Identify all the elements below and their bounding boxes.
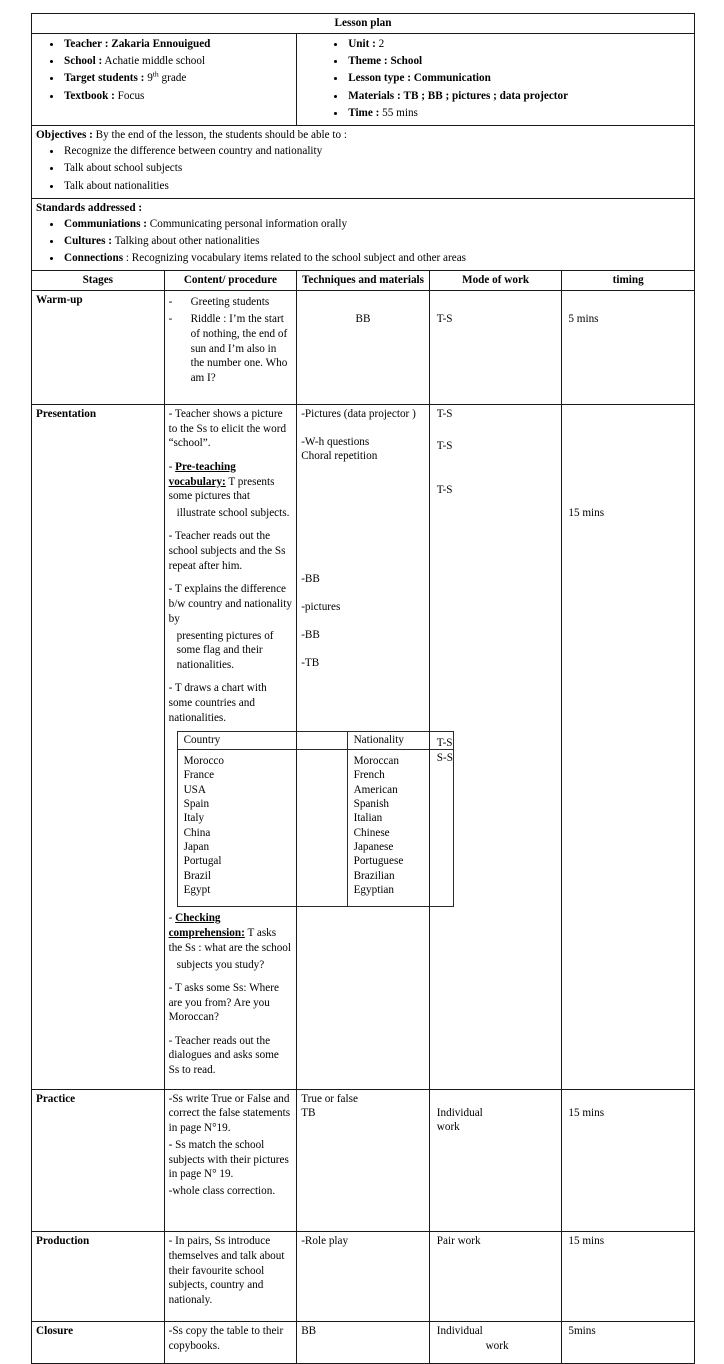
standards-item [62,234,690,249]
mode-item: Individual [436,1106,483,1119]
presentation-line-6-cont: subjects you study? [176,958,265,971]
info-row [32,33,695,125]
info-label-textbook: Textbook : [64,89,115,102]
presentation-line-2-cont: illustrate school subjects. [176,507,290,520]
content-production: - In pairs, Ss introduce themselves and talk about their favourite school subjects, country and nationaly. [164,1232,297,1322]
spacer [301,422,425,435]
mode-item: S-S [436,752,453,765]
warmup-line [169,312,293,386]
table-row-closure [32,1321,695,1364]
presentation-line-6-label: Checking comprehension: [168,912,245,940]
objectives-intro: By the end of the lesson, the students should be able to : [92,129,348,142]
content-warmup [164,291,297,405]
objectives-list [36,144,690,193]
timing-presentation: 15 mins [562,404,695,1089]
objectives-item: • Talk about school subjects [62,161,690,176]
lesson-plan-table [31,13,695,1364]
objectives-heading-line [36,128,690,143]
standards-item [62,251,690,266]
dash-marker: - [168,313,173,325]
objectives-cell [32,126,695,199]
info-left-list [36,37,292,104]
techniques-item: -Pictures (data projector ) [301,407,416,420]
nationality-item: Chinese [353,826,390,839]
info-right-cell [297,33,695,125]
objectives-item: • Recognize the difference between country and nationality [62,144,690,159]
nationality-item: Italian [353,812,383,825]
info-label-theme: Theme : [348,55,388,68]
mode-item: T-S [436,407,453,420]
column-header-content: Content/ procedure [164,271,297,291]
info-item-school [62,54,292,69]
techniques-item: -TB [301,656,320,669]
objectives-row [32,126,695,199]
info-item-textbook [62,89,292,104]
presentation-line-5: - T draws a chart with some countries and nationalities. [168,682,267,724]
warmup-line [169,295,293,310]
info-value-time: 55 mins [379,106,418,119]
spacer [437,453,558,483]
mode-warmup: T-S [429,291,562,405]
presentation-line-6: - Checking comprehension: T asks the Ss : what are the school [168,912,292,954]
table-row-presentation [32,404,695,1089]
stage-name-warmup: Warm-up [32,291,165,405]
country-item: Portugal [183,855,222,868]
nationality-item: Egyptian [353,883,394,896]
practice-line-3: -whole class correction. [168,1185,276,1198]
standards-cell [32,198,695,271]
content-practice [164,1089,297,1231]
info-label-time: Time : [348,106,380,119]
country-item: Egypt [183,883,211,896]
techniques-item: -pictures [301,601,341,614]
standards-item-text: : Recognizing vocabulary items related to the school subject and other areas [125,252,467,265]
standards-item-label: Connections [64,252,124,265]
spacer [301,587,425,600]
country-item: Italy [183,812,205,825]
mode-item: T-S [436,484,453,497]
presentation-line-2: - Pre-teaching vocabulary: T presents some pictures that [168,460,275,503]
standards-heading: Standards addressed : [36,201,143,214]
objectives-heading: Objectives : [36,129,93,142]
techniques-item: Choral repetition [301,450,378,463]
techniques-item: True or false [301,1092,358,1105]
column-header-mode: Mode of work [429,271,562,291]
mode-practice [429,1089,562,1231]
stage-name-presentation: Presentation [32,404,165,1089]
info-item-teacher [62,37,292,52]
mode-item: T-S [436,439,453,452]
standards-item [62,217,690,232]
nationality-item: French [353,769,385,782]
table-header-row [32,271,695,291]
mode-closure [429,1321,562,1364]
spacer [301,464,425,572]
info-value-target-students: 9 [147,72,153,85]
info-label-target-students: Target students : [64,72,145,85]
mode-production: Pair work [429,1232,562,1322]
info-item-time [346,106,690,121]
info-item-theme [346,54,690,69]
presentation-line-3: - Teacher reads out the school subjects and the Ss repeat after him. [168,530,286,572]
techniques-item: -BB [301,628,320,641]
standards-list [36,217,690,266]
info-value-unit: 2 [378,37,385,50]
info-right-list [301,37,690,121]
nationality-item: Moroccan [353,754,399,767]
presentation-line-6-text: T asks the Ss : what are the school [168,927,292,954]
info-value-materials: TB ; BB ; pictures ; data projector [403,89,569,102]
mode-presentation [429,404,562,1089]
spacer [437,422,558,439]
info-value-target-students-sup: th [152,69,159,79]
nationality-item: Brazilian [353,869,395,882]
info-value-teacher: Zakaria Ennouigued [111,37,211,50]
spacer [301,643,425,656]
spacer [301,615,425,628]
info-item-target-students [62,71,292,86]
mode-item: Individual [436,1324,483,1337]
timing-practice: 15 mins [562,1089,695,1231]
techniques-production: -Role play [297,1232,430,1322]
stage-name-closure: Closure [32,1321,165,1364]
presentation-line-4: - T explains the difference b/w country and nationality by [168,583,292,625]
techniques-practice [297,1089,430,1231]
page-title: Lesson plan [32,14,695,34]
presentation-line-2-text: T presents some pictures that [168,475,275,503]
info-value-lesson-type: Communication [413,72,491,85]
table-row-practice [32,1089,695,1231]
presentation-line-8: - Teacher reads out the dialogues and asks some Ss to read. [168,1034,279,1077]
stage-name-practice: Practice [32,1089,165,1231]
presentation-line-4-cont: presenting pictures of some flag and their nationalities. [176,629,274,672]
info-left-cell [32,33,297,125]
techniques-item: -W-h questions [301,435,370,448]
presentation-line-1: - Teacher shows a picture to the Ss to elicit the word “school”. [168,407,287,450]
nationality-item: Spanish [353,797,390,810]
mode-item: work [485,1339,509,1352]
techniques-closure: BB [297,1321,430,1364]
info-value-school: Achatie middle school [104,55,206,68]
spacer [437,498,558,736]
info-value-target-students-tail: grade [158,72,187,85]
mode-item: T-S [436,737,453,750]
country-column-header: Country [177,731,347,749]
info-label-lesson-type: Lesson type : [348,72,411,85]
techniques-warmup: BB [297,291,430,405]
title-row [32,14,695,34]
country-item: Spain [183,797,210,810]
country-item: Morocco [183,754,224,767]
timing-production: 15 mins [562,1232,695,1322]
presentation-line-7: - T asks some Ss: Where are you from? Are you Moroccan? [168,981,279,1024]
content-closure: -Ss copy the table to their copybooks. [164,1321,297,1364]
info-label-unit: Unit : [348,37,376,50]
column-header-techniques: Techniques and materials [297,271,430,291]
country-item: France [183,769,215,782]
nationality-item: Portuguese [353,855,404,868]
table-row-production [32,1232,695,1322]
timing-closure: 5mins [562,1321,695,1364]
country-item: Japan [183,840,210,853]
column-header-timing: timing [562,271,695,291]
info-label-school: School : [64,55,103,68]
techniques-item: TB [301,1107,316,1120]
info-item-lesson-type [346,71,690,86]
info-label-teacher: Teacher : [64,37,109,50]
objectives-item: • Talk about nationalities [62,179,690,194]
standards-item-label: Cultures : [64,234,112,247]
timing-warmup: 5 mins [562,291,695,405]
practice-line-1: -Ss write True or False and correct the false statements in page N°19. [168,1092,291,1135]
techniques-item: -BB [301,573,320,586]
country-item: China [183,826,211,839]
standards-item-label: Communiations : [64,217,147,230]
info-item-unit [346,37,690,52]
dash-marker: - [168,296,173,309]
presentation-line-2-label: Pre-teaching vocabulary: [168,460,236,488]
techniques-presentation [297,404,430,1089]
standards-row [32,198,695,271]
standards-item-text: Talking about other nationalities [114,234,260,247]
nationality-column-header: Nationality [347,731,453,749]
info-label-materials: Materials : [348,89,401,102]
mode-item: work [436,1121,460,1134]
info-value-textbook: Focus [117,89,145,102]
warmup-line-text: Greeting students [190,296,270,309]
practice-line-2: - Ss match the school subjects with their pictures in page N° 19. [168,1138,289,1181]
country-item: USA [183,783,206,796]
country-item: Brazil [183,869,211,882]
warmup-line-text: Riddle : I’m the start of nothing, the end of sun and I’m also in the number one. Who am I? [190,313,288,385]
stage-name-production: Production [32,1232,165,1322]
info-item-materials [346,89,690,104]
nationality-item: Japanese [353,840,394,853]
info-value-theme: School [390,55,423,68]
column-header-stages: Stages [32,271,165,291]
standards-item-text: Communicating personal information orally [149,217,348,230]
table-row-warmup [32,291,695,405]
nationality-item: American [353,783,398,796]
